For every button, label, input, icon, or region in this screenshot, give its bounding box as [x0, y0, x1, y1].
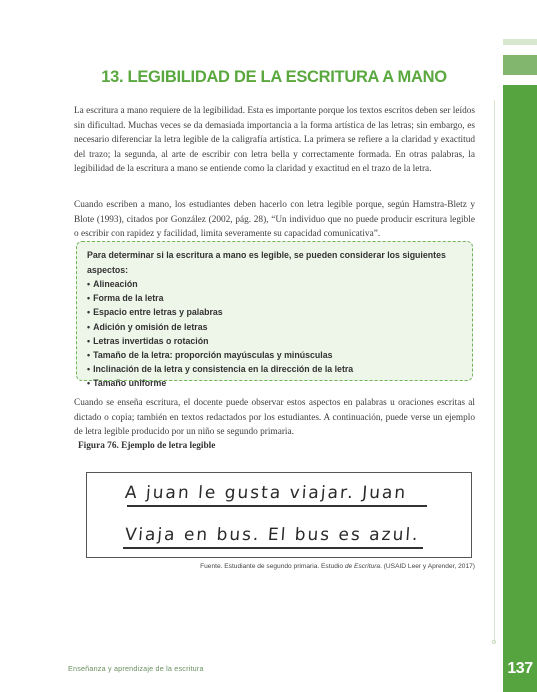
- aspect-item: • Inclinación de la letra y consistencia en la dirección de la letra: [87, 362, 462, 376]
- page-number: 137: [507, 660, 533, 677]
- aspect-item: • Forma de la letra: [87, 291, 462, 305]
- paragraph-hamstra-quote: Cuando escriben a mano, los estudiantes deben hacerlo con letra legible porque, según Hamstra-Bletz y Blote (1993), citados por González (2002, pág. 28), “Un individuo que no puede producir escritura legible o escribir con rapidez y facilidad, limita severamente su capacidad comunicativa”.: [74, 200, 475, 240]
- aspect-item: • Espacio entre letras y palabras: [87, 305, 462, 319]
- paragraph-legibility-intro: La escritura a mano requiere de la legibilidad. Esta es importante porque los textos escritos deben ser leídos sin dificultad. Muchas veces se da demasiada importancia a la forma artística de las letras; sin embargo, es necesario diferenciar la letra legible de la caligrafía artística. La primera se refiere a la claridad y exactitud del trazo; la segunda, al arte de escribir con letra bella y correctamente formada. En otras palabras, la legibilidad de la escritura a mano se entiende como la claridad y exactitud en el trazo de la letra.: [74, 106, 475, 175]
- source-suffix: . (USAID Leer y Aprender, 2017): [380, 563, 475, 570]
- aspect-item: • Letras invertidas o rotación: [87, 334, 462, 348]
- aspect-item: • Tamaño de la letra: proporción mayúsculas y minúsculas: [87, 348, 462, 362]
- aspects-box: [76, 241, 473, 389]
- aspect-item: • Adición y omisión de letras: [87, 320, 462, 334]
- figure-source: [160, 563, 475, 570]
- margin-rule: [494, 100, 495, 642]
- side-bar-medium-stripe: [503, 55, 537, 75]
- aspect-item: • Alineación: [87, 277, 462, 291]
- handwriting-line-1: A juan le gusta viajar. Juan: [124, 483, 408, 503]
- aspects-list: [87, 277, 462, 391]
- figure-caption: Figura 76. Ejemplo de letra legible: [78, 441, 216, 451]
- aspect-item: • Tamaño uniforme: [87, 376, 462, 390]
- paragraph-teacher-observation: Cuando se enseña escritura, el docente puede observar estos aspectos en palabras u oraciones escritas al dictado o copia; también en textos redactados por los estudiantes. A continuación, puede verse un ejemplo de letra legible producido por un niño se segundo primaria.: [74, 398, 475, 438]
- side-bar-light-stripe: [503, 39, 537, 45]
- aspects-heading: Para determinar si la escritura a mano es legible, se pueden considerar los siguientes aspectos:: [87, 250, 446, 275]
- side-bar-main: [503, 85, 537, 692]
- source-italic: de Escritura: [344, 563, 381, 570]
- section-title: 13. LEGIBILIDAD DE LA ESCRITURA A MANO: [101, 68, 447, 86]
- footer-book-title: Enseñanza y aprendizaje de la escritura: [68, 664, 204, 673]
- handwriting-sample: [86, 472, 472, 558]
- handwriting-line-2: Viaja en bus. El bus es azul.: [124, 525, 421, 545]
- source-prefix: Fuente. Estudiante de segundo primaria. Estudio: [200, 563, 345, 570]
- handwriting-baseline-2: [123, 547, 423, 549]
- handwriting-baseline-1: [127, 505, 427, 507]
- margin-dot: [492, 640, 496, 644]
